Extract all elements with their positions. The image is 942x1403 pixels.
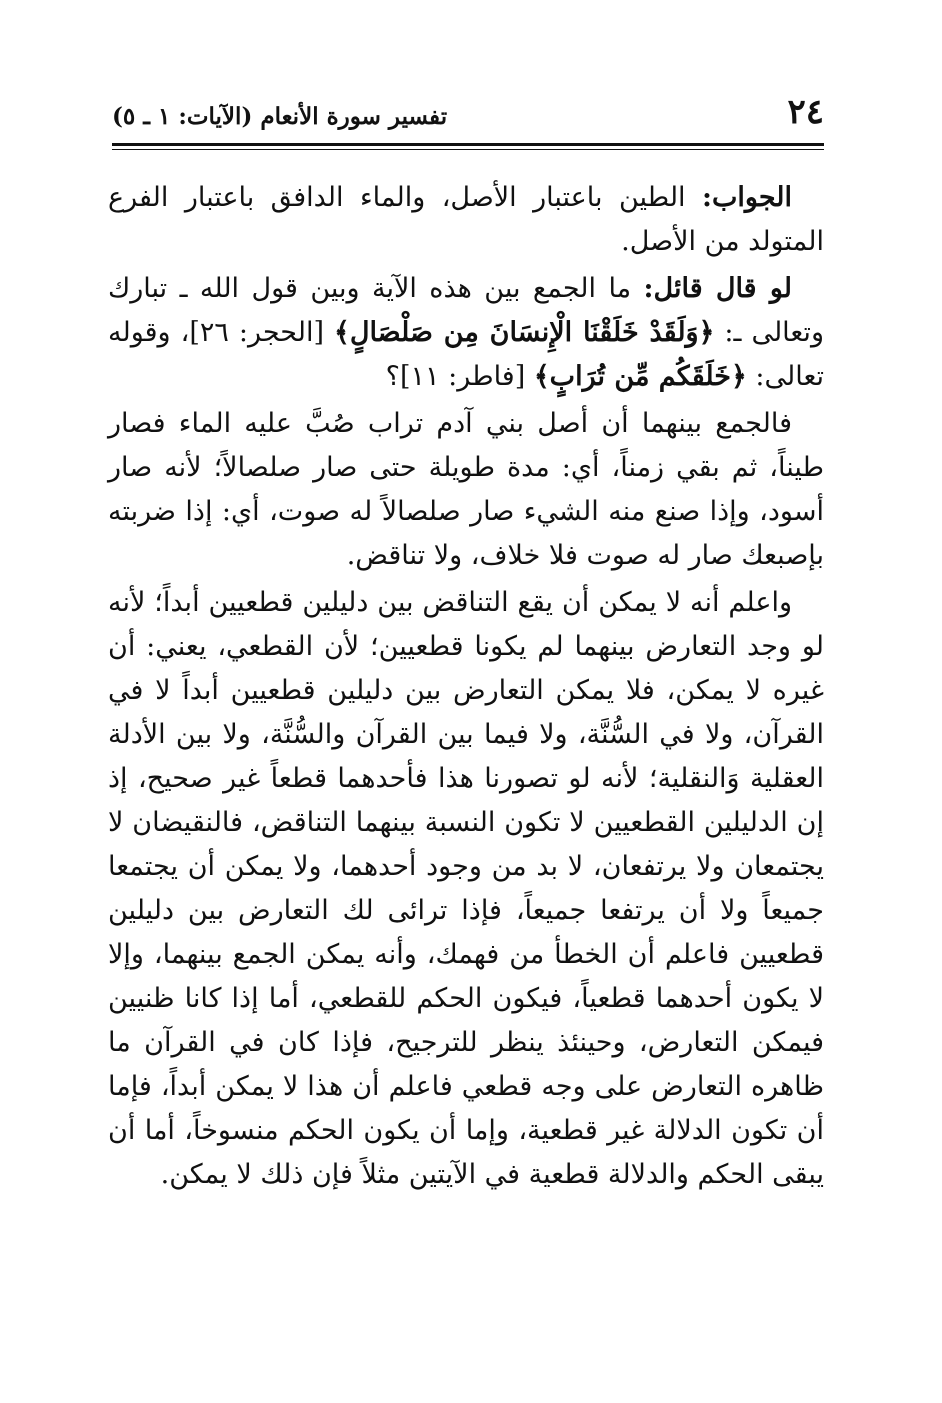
question-lead: لو قال قائل: [643,273,792,304]
body-text [108,176,824,1200]
paragraph-question [108,267,824,399]
running-title: تفسير سورة الأنعام (الآيات: ١ ـ ٥) [112,103,448,130]
header-rule-thin [112,149,824,150]
quran-verse-1: ﴿وَلَقَدْ خَلَقْنَا الْإِنسَانَ مِن صَلْصَالٍ﴾ [334,317,715,348]
paragraph-answer [108,176,824,264]
answer-lead: الجواب: [702,182,792,213]
header-rule-thick [112,143,824,146]
paragraph-contradiction [108,581,824,1197]
page-header [112,92,824,136]
reconciliation-text: فالجمع بينهما أن أصل بني آدم تراب صُبَّ عليه الماء فصار طيناً، ثم بقي زمناً، أي: مدة طويلة حتى صار صلصالاً؛ لأنه صار أسود، وإذا صنع منه الشيء صار صلصالاً له صوت، أي: إذا ضربته بإصبعك صار له صوت فلا خلاف، ولا تناقض. [108,408,824,571]
quran-verse-2: ﴿خَلَقَكُم مِّن تُرَابٍ﴾ [533,361,747,392]
question-text-3: [فاطر: ١١]؟ [385,361,534,392]
paragraph-reconciliation [108,402,824,578]
page-number: ٢٤ [787,92,824,132]
question-text-1: ما الجمع بين هذه الآية وبين قول الله ـ تبارك وتعالى ـ: [108,273,824,348]
contradiction-text: واعلم أنه لا يمكن أن يقع التناقض بين دليلين قطعيين أبداً؛ لأنه لو وجد التعارض بينهما لم يكونا قطعيين؛ لأن القطعي، يعني: أن غيره لا يمكن، فلا يمكن التعارض بين دليلين قطعيين أبداً لا في القرآن، ولا في السُّنَّة، ولا فيما بين القرآن والسُّنَّة، ولا بين الأدلة العقلية وَالنقلية؛ لأنه لو تصورنا هذا فأحدهما قطعاً غير صحيح، إذ إن الدليلين القطعيين لا تكون النسبة بينهما التناقض، فالنقيضان لا يجتمعان ولا يرتفعان، لا بد من وجود أحدهما، ولا يمكن أن يجتمعا جميعاً ولا أن يرتفعا جميعاً، فإذا ترائى لك التعارض بين دليلين قطعيين فاعلم أن الخطأ من فهمك، وأنه يمكن الجمع بينهما، وإلا لا يكون أحدهما قطعياً، فيكون الحكم للقطعي، أما إذا كانا ظنيين فيمكن التعارض، وحينئذ ينظر للترجيح، فإذا كان في القرآن ما ظاهره التعارض على وجه قطعي فاعلم أن هذا لا يمكن أبداً، فإما أن تكون الدلالة غير قطعية، وإما أن يكون الحكم منسوخاً، أما أن يبقى الحكم والدلالة قطعية في الآيتين مثلاً فإن ذلك لا يمكن. [108,587,825,1190]
question-text-2: [الحجر: ٢٦]، وقوله تعالى: [108,317,824,392]
answer-text: الطين باعتبار الأصل، والماء الدافق باعتبار الفرع المتولد من الأصل. [108,182,824,257]
